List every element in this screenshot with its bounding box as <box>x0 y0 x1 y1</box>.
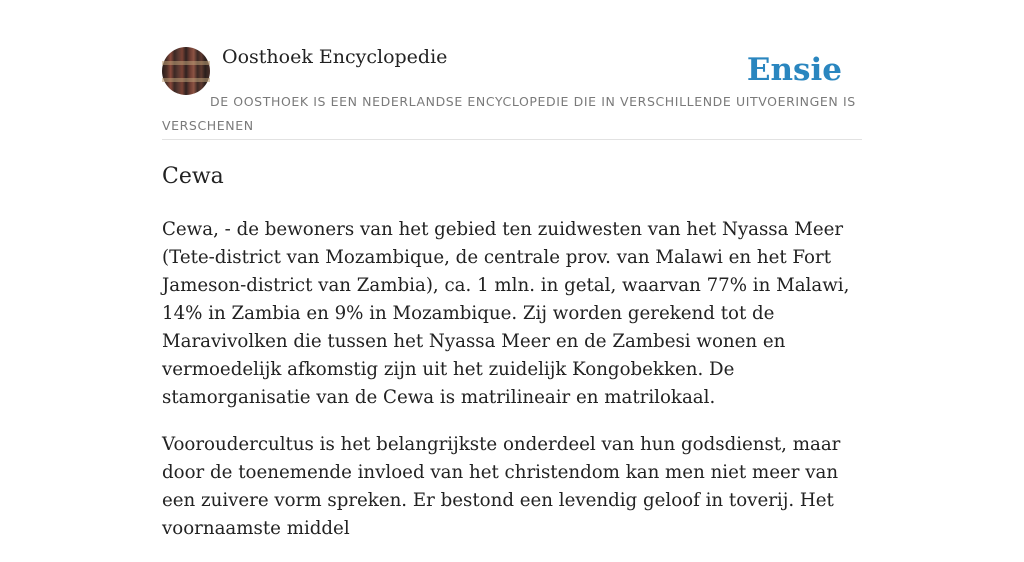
article-title: Cewa <box>162 164 224 189</box>
avatar[interactable] <box>162 47 210 95</box>
site-title[interactable]: Oosthoek Encyclopedie <box>222 46 448 68</box>
header-divider <box>162 139 862 140</box>
article-paragraph: Cewa, - de bewoners van het gebied ten zuidwesten van het Nyassa Meer (Tete-district van Mozambique, de centrale prov. van Malawi en het Fort Jameson-district van Zambia), ca. 1 mln. in getal, waarvan 77% in Malawi, 14% in Zambia en 9% in Mozambique. Zij worden gerekend tot de Maravivolken die tussen het Nyassa Meer en de Zambesi wonen en vermoedelijk afkomstig zijn uit het zuidelijk Kongobekken. De stamorganisatie van de Cewa is matrilineair en matrilokaal. <box>162 219 850 408</box>
ensie-logo-link[interactable]: Ensie <box>746 52 842 88</box>
site-tagline: DE OOSTHOEK IS EEN NEDERLANDSE ENCYCLOPEDIE DIE IN VERSCHILLENDE UITVOERINGEN IS VERSCHENEN <box>162 94 856 133</box>
article-paragraph: Vooroudercultus is het belangrijkste onderdeel van hun godsdienst, maar door de toenemende invloed van het christendom kan men niet meer van een zuivere vorm spreken. Er bestond een levendig geloof in toverij. Het voornaamste middel <box>162 434 841 539</box>
article-body <box>162 216 866 562</box>
